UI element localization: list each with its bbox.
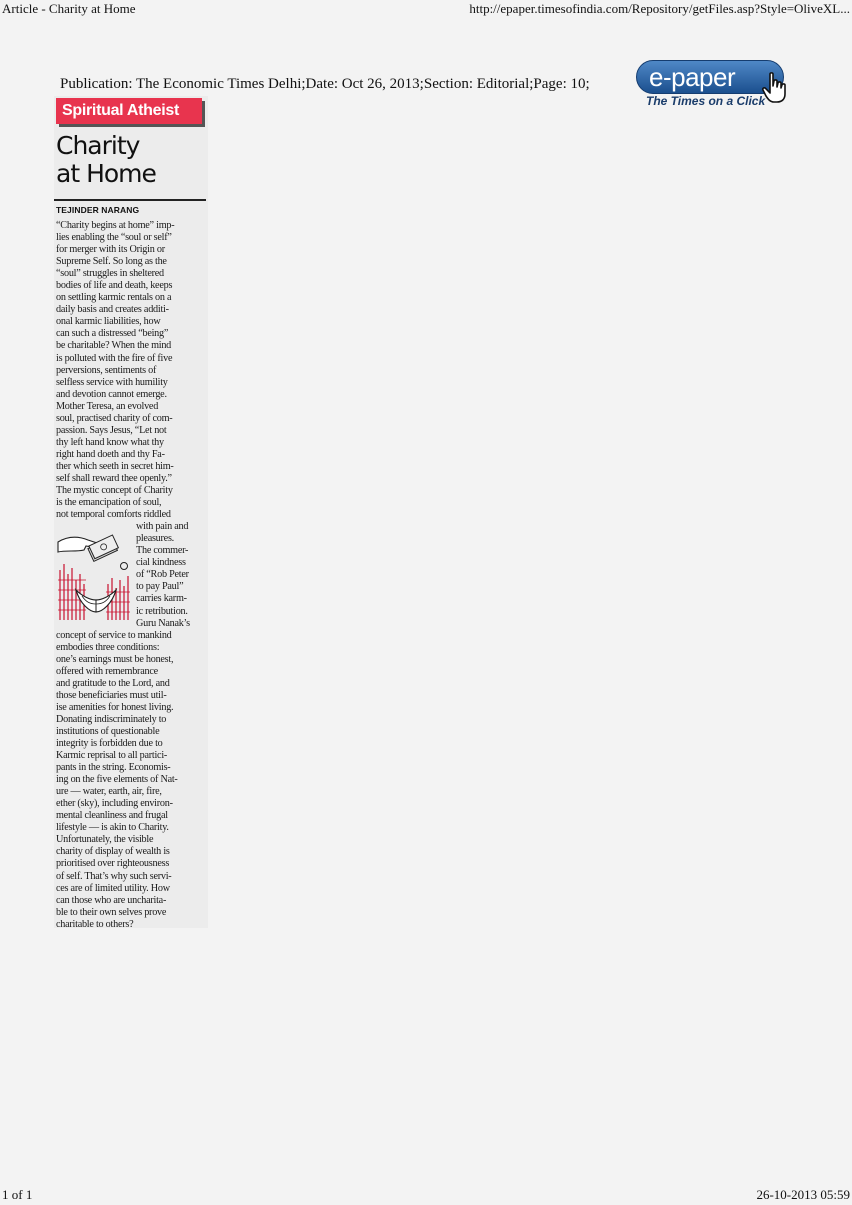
article-line: ure — water, earth, air, fire, bbox=[56, 786, 162, 798]
article-line: charity of display of wealth is bbox=[56, 846, 170, 858]
article-line: to pay Paul” bbox=[136, 581, 184, 593]
article-line: The mystic concept of Charity bbox=[56, 485, 173, 497]
article-line: perversions, sentiments of bbox=[56, 364, 157, 376]
article-line: institutions of questionable bbox=[56, 725, 160, 737]
article-line: offered with remembrance bbox=[56, 665, 158, 677]
article-line: “Charity begins at home” imp- bbox=[56, 220, 175, 231]
article-line: right hand doeth and thy Fa- bbox=[56, 448, 165, 460]
article-line: be charitable? When the mind bbox=[56, 340, 172, 352]
article-line: is polluted with the fire of five bbox=[56, 352, 173, 364]
article-line: charitable to others? bbox=[56, 918, 134, 930]
article-line: selfless service with humility bbox=[56, 376, 168, 388]
article-line: integrity is forbidden due to bbox=[56, 738, 163, 750]
article-clipping bbox=[54, 96, 208, 928]
article-line: of self. That’s why such servi- bbox=[56, 870, 172, 882]
headline-line-1: Charity bbox=[56, 131, 140, 160]
article-line: bodies of life and death, keeps bbox=[56, 280, 173, 292]
article-line: mental cleanliness and frugal bbox=[56, 810, 168, 822]
article-line: The commer- bbox=[136, 545, 189, 557]
article-line: concept of service to mankind bbox=[56, 629, 172, 641]
article-line: onal karmic liabilities, how bbox=[56, 316, 161, 328]
article-line: of “Rob Peter bbox=[136, 569, 189, 581]
article-line: Supreme Self. So long as the bbox=[56, 256, 167, 268]
article-line: with pain and bbox=[136, 521, 189, 533]
column-tag: Spiritual Atheist bbox=[56, 98, 202, 124]
publication-info: Publication: The Economic Times Delhi;Date: Oct 26, 2013;Section: Editorial;Page: 10; bbox=[60, 76, 590, 92]
article-line: self shall reward thee openly.” bbox=[56, 472, 172, 484]
article-line: not temporal comforts riddled bbox=[56, 509, 171, 521]
article-body bbox=[56, 220, 206, 931]
print-footer-timestamp: 26-10-2013 05:59 bbox=[756, 1187, 850, 1202]
print-header-url: http://epaper.timesofindia.com/Repository/getFiles.asp?Style=OliveXL... bbox=[469, 1, 850, 16]
article-line: on settling karmic rentals on a bbox=[56, 292, 172, 304]
article-line: ces are of limited utility. How bbox=[56, 882, 170, 894]
print-footer-page: 1 of 1 bbox=[2, 1187, 33, 1202]
article-line: Guru Nanak’s bbox=[136, 617, 190, 629]
article-line: ise amenities for honest living. bbox=[56, 701, 174, 713]
article-line: Unfortunately, the visible bbox=[56, 834, 154, 846]
headline-line-2: at Home bbox=[56, 159, 156, 188]
article-line: passion. Says Jesus, “Let not bbox=[56, 424, 167, 436]
article-line: one’s earnings must be honest, bbox=[56, 653, 174, 665]
article-line: can such a distressed “being” bbox=[56, 328, 169, 340]
pointing-hand-cursor-icon bbox=[762, 72, 788, 104]
article-line: Donating indiscriminately to bbox=[56, 713, 167, 725]
byline: TEJINDER NARANG bbox=[56, 205, 140, 215]
epaper-logo[interactable] bbox=[636, 60, 786, 112]
headline-rule bbox=[54, 199, 206, 201]
article-line: is the emancipation of soul, bbox=[56, 497, 162, 509]
article-line: pants in the string. Economis- bbox=[56, 762, 171, 774]
article-line: ing on the five elements of Nat- bbox=[56, 774, 178, 786]
article-line: lifestyle — is akin to Charity. bbox=[56, 822, 169, 834]
article-line: daily basis and creates additi- bbox=[56, 304, 169, 316]
article-line: for merger with its Origin or bbox=[56, 244, 165, 256]
article-line: ic retribution. bbox=[136, 605, 188, 617]
article-line: carries karm- bbox=[136, 593, 187, 605]
article-line: and gratitude to the Lord, and bbox=[56, 677, 170, 689]
article-line: cial kindness bbox=[136, 557, 186, 569]
article-line: embodies three conditions: bbox=[56, 641, 160, 653]
article-headline bbox=[56, 132, 206, 188]
article-line: Mother Teresa, an evolved bbox=[56, 400, 159, 412]
article-line: those beneficiaries must util- bbox=[56, 689, 167, 701]
article-line: ether (sky), including environ- bbox=[56, 798, 173, 810]
print-header-title: Article - Charity at Home bbox=[2, 1, 136, 16]
article-line: “soul” struggles in sheltered bbox=[56, 268, 164, 280]
article-line: prioritised over righteousness bbox=[56, 858, 170, 870]
article-line: soul, practised charity of com- bbox=[56, 412, 173, 424]
epaper-tagline: The Times on a Click bbox=[646, 94, 766, 108]
article-line: pleasures. bbox=[136, 533, 174, 545]
article-line: thy left hand know what thy bbox=[56, 436, 164, 448]
article-line: ther which seeth in secret him- bbox=[56, 460, 174, 472]
article-line: can those who are uncharita- bbox=[56, 894, 167, 906]
article-line: Karmic reprisal to all partici- bbox=[56, 750, 168, 762]
article-line: lies enabling the “soul or self” bbox=[56, 232, 172, 244]
article-line: and devotion cannot emerge. bbox=[56, 388, 167, 400]
epaper-brand: e-paper bbox=[636, 60, 784, 94]
article-line: ble to their own selves prove bbox=[56, 906, 167, 918]
